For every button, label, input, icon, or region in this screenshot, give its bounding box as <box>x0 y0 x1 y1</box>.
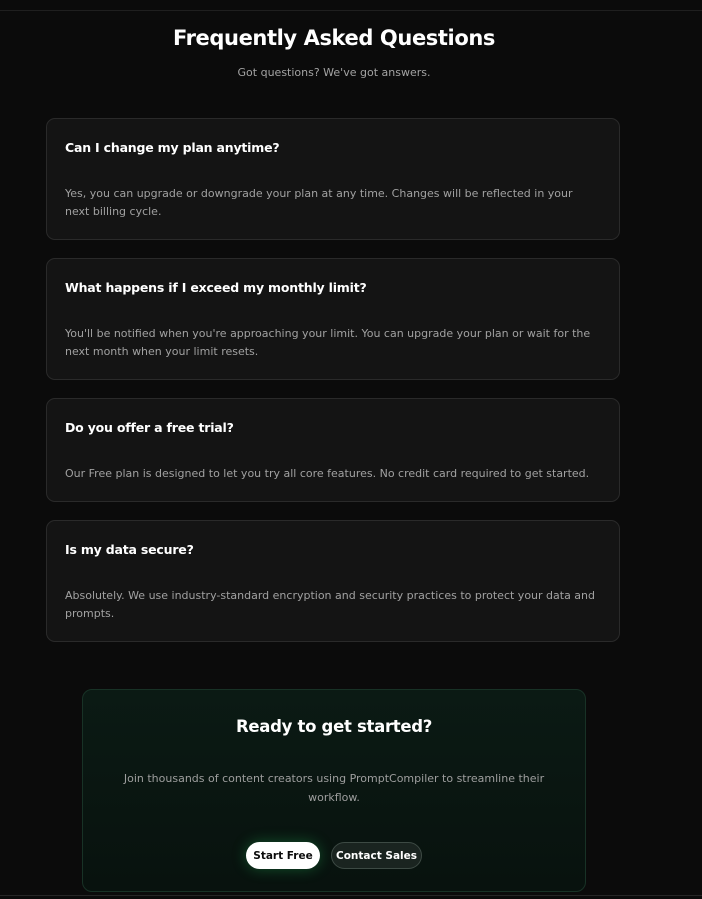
faq-answer: You'll be notified when you're approaching your limit. You can upgrade your plan or wait for the next month when your limit resets. <box>65 327 591 358</box>
faq-question: What happens if I exceed my monthly limit? <box>65 280 367 295</box>
top-divider <box>0 10 702 11</box>
faq-item[interactable] <box>46 118 620 240</box>
page-subtitle: Got questions? We've got answers. <box>237 66 431 79</box>
cta-title: Ready to get started? <box>235 717 433 736</box>
cta-description: Join thousands of content creators using PromptCompiler to streamline their workflow. <box>123 772 545 804</box>
faq-answer: Yes, you can upgrade or downgrade your plan at any time. Changes will be reflected in your next billing cycle. <box>65 187 573 218</box>
faq-item[interactable] <box>46 258 620 380</box>
faq-item[interactable] <box>46 520 620 642</box>
bottom-divider <box>0 895 702 896</box>
faq-question: Do you offer a free trial? <box>65 420 234 435</box>
faq-answer: Absolutely. We use industry-standard encryption and security practices to protect your data and prompts. <box>65 589 596 620</box>
page-title: Frequently Asked Questions <box>172 26 495 50</box>
start-free-button[interactable]: Start Free <box>246 842 320 869</box>
faq-question: Can I change my plan anytime? <box>65 140 280 155</box>
faq-answer: Our Free plan is designed to let you try all core features. No credit card required to get started. <box>65 467 590 480</box>
cta-section <box>82 689 586 892</box>
contact-sales-button[interactable]: Contact Sales <box>331 842 422 869</box>
faq-question: Is my data secure? <box>65 542 194 557</box>
faq-item[interactable] <box>46 398 620 502</box>
